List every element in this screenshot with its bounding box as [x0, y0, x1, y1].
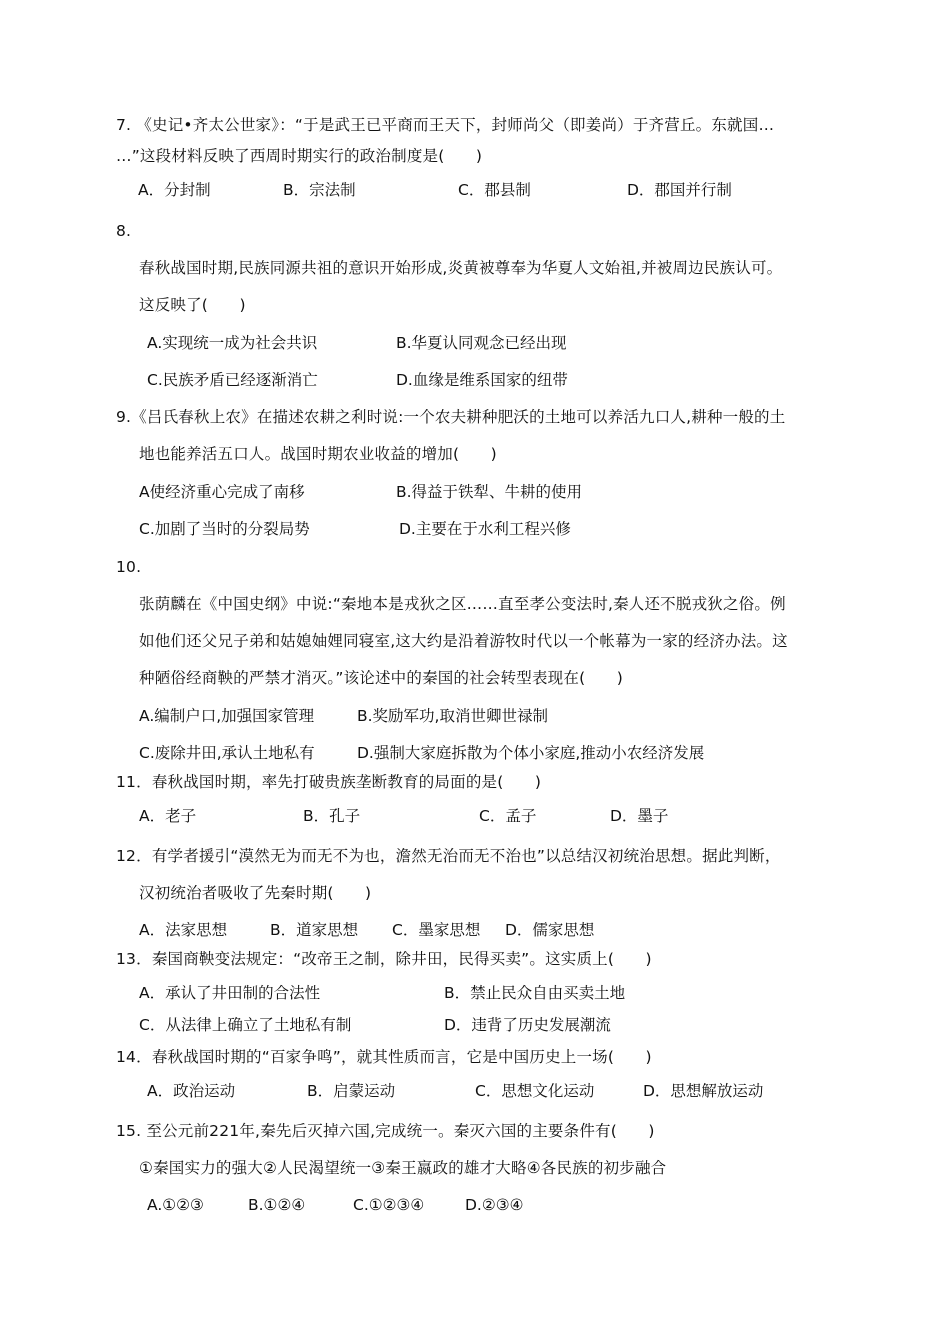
question-7-option-b: B．宗法制	[283, 181, 356, 199]
question-15-option-d: D.②③④	[465, 1196, 524, 1214]
question-11-option-c: C．孟子	[479, 807, 537, 825]
question-7-line-2: …”这段材料反映了西周时期实行的政治制度是( )	[116, 147, 483, 165]
question-15-option-c: C.①②③④	[353, 1196, 425, 1214]
question-8-line-1: 春秋战国时期,民族同源共祖的意识开始形成,炎黄被尊奉为华夏人文始祖,并被周边民族认可。	[139, 259, 783, 277]
question-12-option-b: B．道家思想	[270, 921, 359, 939]
question-10-line-2: 如他们还父兄子弟和姑媳妯娌同寝室,这大约是沿着游牧时代以一个帐幕为一家的经济办法。这	[139, 632, 788, 650]
question-11-option-a: A．老子	[139, 807, 197, 825]
question-10-option-c: C.废除井田,承认土地私有	[139, 744, 315, 762]
question-12-option-c: C．墨家思想	[392, 921, 481, 939]
question-10-number: 10.	[116, 558, 142, 576]
question-10-option-a: A.编制户口,加强国家管理	[139, 707, 315, 725]
question-8-number: 8.	[116, 222, 132, 240]
question-11-line-1: 11．春秋战国时期，率先打破贵族垄断教育的局面的是( )	[116, 773, 542, 791]
question-13-option-a: A．承认了井田制的合法性	[139, 984, 321, 1002]
question-8-line-2: 这反映了( )	[139, 296, 246, 314]
question-12-line-2: 汉初统治者吸收了先秦时期( )	[139, 884, 372, 902]
question-10-option-b: B.奖励军功,取消世卿世禄制	[357, 707, 548, 725]
question-7-option-c: C．郡县制	[458, 181, 531, 199]
question-8-option-d: D.血缘是维系国家的纽带	[396, 371, 568, 389]
question-15-option-b: B.①②④	[248, 1196, 306, 1214]
question-9-line-2: 地也能养活五口人。战国时期农业收益的增加( )	[139, 445, 497, 463]
question-14-option-d: D．思想解放运动	[643, 1082, 764, 1100]
question-10-line-3: 种陋俗经商鞅的严禁才消灭。”该论述中的秦国的社会转型表现在( )	[139, 669, 623, 687]
question-7-option-d: D．郡国并行制	[627, 181, 732, 199]
question-14-option-c: C．思想文化运动	[475, 1082, 595, 1100]
question-9-option-b: B.得益于铁犁、牛耕的使用	[396, 483, 583, 501]
question-9-option-d: D.主要在于水利工程兴修	[399, 520, 571, 538]
question-9-option-c: C.加剧了当时的分裂局势	[139, 520, 310, 538]
question-8-option-a: A.实现统一成为社会共识	[147, 334, 318, 352]
question-8-option-c: C.民族矛盾已经逐渐消亡	[147, 371, 318, 389]
question-15-line-1: 15. 至公元前221年,秦先后灭掉六国,完成统一。秦灭六国的主要条件有( )	[116, 1122, 655, 1140]
question-7-option-a: A．分封制	[138, 181, 211, 199]
question-13-option-d: D．违背了历史发展潮流	[444, 1016, 611, 1034]
question-12-option-d: D．儒家思想	[505, 921, 595, 939]
question-14-option-b: B．启蒙运动	[307, 1082, 396, 1100]
question-14-option-a: A．政治运动	[147, 1082, 236, 1100]
question-9-option-a: A使经济重心完成了南移	[139, 483, 305, 501]
question-14-line-1: 14．春秋战国时期的“百家争鸣”，就其性质而言，它是中国历史上一场( )	[116, 1048, 652, 1066]
question-12-line-1: 12．有学者援引“漠然无为而无不为也，澹然无治而无不治也”以总结汉初统治思想。据此判断，	[116, 847, 781, 865]
question-7-line-1: 7. 《史记•齐太公世家》：“于是武王已平商而王天下，封师尚父（即姜尚）于齐营丘。东就国…	[116, 116, 775, 134]
question-15-line-2: ①秦国实力的强大②人民渴望统一③秦王嬴政的雄才大略④各民族的初步融合	[139, 1159, 667, 1177]
question-9-line-1: 9.《吕氏春秋上农》在描述农耕之利时说:一个农夫耕种肥沃的土地可以养活九口人,耕种一般的土	[116, 408, 786, 426]
question-13-option-b: B．禁止民众自由买卖土地	[444, 984, 626, 1002]
question-15-option-a: A.①②③	[147, 1196, 204, 1214]
question-12-option-a: A．法家思想	[139, 921, 228, 939]
question-8-option-b: B.华夏认同观念已经出现	[396, 334, 567, 352]
question-11-option-b: B．孔子	[303, 807, 361, 825]
question-10-line-1: 张荫麟在《中国史纲》中说:“秦地本是戎狄之区……直至孝公变法时,秦人还不脱戎狄之俗。例	[139, 595, 786, 613]
question-13-line-1: 13．秦国商鞅变法规定：“改帝王之制，除井田，民得买卖”。这实质上( )	[116, 950, 652, 968]
question-10-option-d: D.强制大家庭拆散为个体小家庭,推动小农经济发展	[357, 744, 705, 762]
question-13-option-c: C．从法律上确立了土地私有制	[139, 1016, 352, 1034]
question-11-option-d: D．墨子	[610, 807, 669, 825]
